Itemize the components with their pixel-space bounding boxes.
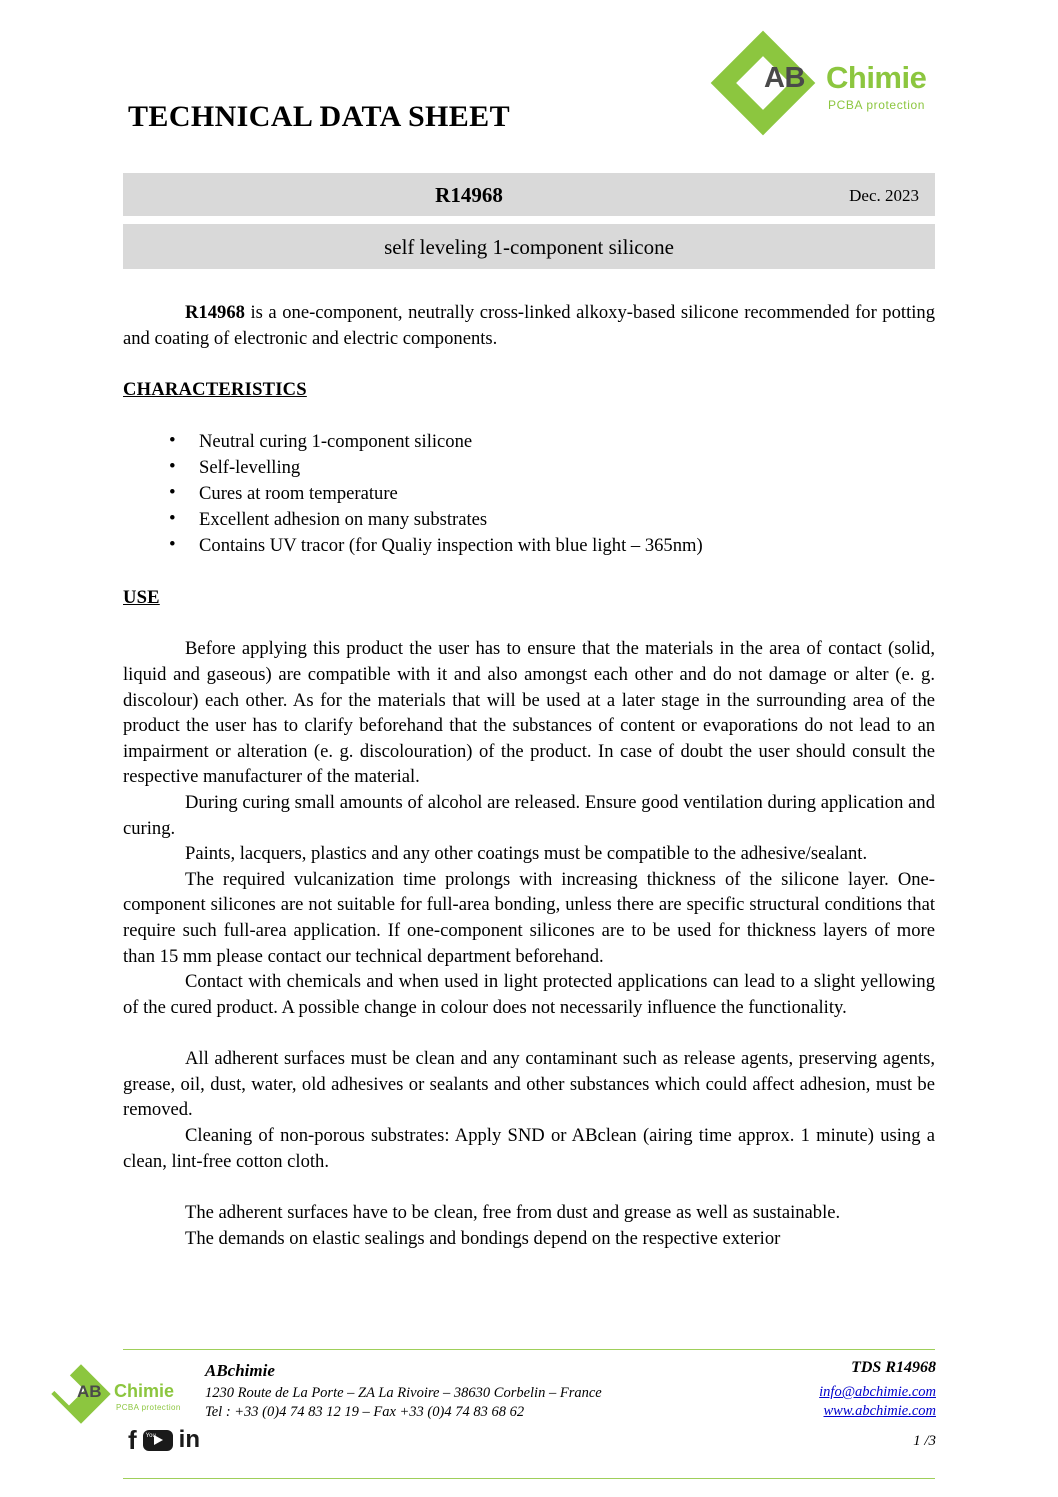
logo-chimie-text: Chimie	[826, 60, 927, 95]
list-item: • Self-levelling	[163, 455, 935, 481]
list-item: • Neutral curing 1-component silicone	[163, 429, 935, 455]
company-logo	[726, 40, 936, 145]
website-link[interactable]: www.abchimie.com	[823, 1403, 936, 1419]
list-item: • Cures at room temperature	[163, 481, 935, 507]
intro-product-name: R14968	[185, 302, 245, 323]
footer-logo-ab-text: AB	[77, 1382, 102, 1401]
footer-company-name: ABchimie	[205, 1361, 275, 1380]
footer-divider	[123, 1349, 935, 1350]
use-heading: USE	[123, 586, 160, 608]
final-paragraph-2: The demands on elastic sealings and bondings depend on the respective exterior	[185, 1227, 781, 1249]
reference-bar	[123, 173, 935, 216]
list-item: • Excellent adhesion on many substrates	[163, 507, 935, 533]
footer-tds-reference: TDS R14968	[851, 1359, 936, 1376]
product-reference: R14968	[435, 183, 503, 207]
footer-address	[205, 1384, 602, 1422]
bottom-divider	[123, 1478, 935, 1479]
characteristics-list	[123, 429, 935, 559]
linkedin-icon[interactable]: in	[178, 1426, 200, 1453]
final-paragraph-1: The adherent surfaces have to be clean, free from dust and grease as well as sustainable.	[185, 1202, 841, 1224]
document-footer	[0, 1355, 1058, 1495]
intro-text: is a one-component, neutrally cross-linked alkoxy-based silicone recommended for potting and coating of electronic and electric components.	[123, 302, 935, 349]
footer-address-line-1: 1230 Route de La Porte – ZA La Rivoire – 38630 Corbelin – France	[205, 1385, 602, 1401]
logo-tagline: PCBA protection	[828, 98, 926, 112]
use-paragraph-5: Contact with chemicals and when used in light protected applications can lead to a slight yellowing of the cured product. A possible change in colour does not necessarily influence the functionality.	[123, 971, 935, 1018]
footer-logo-tagline: PCBA protection	[116, 1403, 181, 1412]
footer-logo-chimie-text: Chimie	[114, 1381, 175, 1401]
social-links[interactable]	[128, 1427, 200, 1453]
footer-contact-links[interactable]	[819, 1383, 936, 1421]
surface-paragraph-2: Cleaning of non-porous substrates: Apply SND or ABclean (airing time approx. 1 minute) using a clean, lint-free cotton cloth.	[123, 1125, 935, 1172]
document-header	[0, 0, 1058, 175]
facebook-icon[interactable]: f	[128, 1425, 137, 1455]
use-paragraph-4: The required vulcanization time prolongs with increasing thickness of the silicone layer. One-component silicones are not suitable for full-area bonding, unless there are specific structural conditions that require such full-area application. If one-component silicones are to be used for thickness layers of more than 15 mm please contact our technical department beforehand.	[123, 868, 935, 967]
page-title: TECHNICAL DATA SHEET	[128, 100, 510, 133]
intro-paragraph	[123, 300, 935, 351]
footer-address-line-2: Tel : +33 (0)4 74 83 12 19 – Fax +33 (0)4 74 83 68 62	[205, 1404, 525, 1420]
use-paragraph-3: Paints, lacquers, plastics and any other coatings must be compatible to the adhesive/sealant.	[185, 843, 868, 865]
product-subtitle: self leveling 1-component silicone	[384, 235, 674, 259]
email-link[interactable]: info@abchimie.com	[819, 1384, 936, 1400]
characteristics-heading: CHARACTERISTICS	[123, 379, 307, 401]
subtitle-bar	[123, 224, 935, 269]
footer-logo	[48, 1365, 198, 1425]
document-date: Dec. 2023	[849, 186, 919, 205]
youtube-icon[interactable]	[143, 1430, 173, 1451]
document-body	[123, 300, 935, 1251]
use-paragraph-2: During curing small amounts of alcohol are released. Ensure good ventilation during application and curing.	[123, 791, 935, 839]
logo-ab-text: AB	[764, 62, 805, 94]
youtube-label: You	[145, 1432, 156, 1439]
page-number: 1 /3	[913, 1433, 936, 1449]
use-paragraph-1: Before applying this product the user has to ensure that the materials in the area of contact (solid, liquid and gaseous) are compatible with it and also amongst each other and do not damage or alter (e. g. discolour) each other. As for the materials that will be used at a later stage in the surrounding area of the product the user has to clarify beforehand that the substances of content or evaporations do not lead to an impairment or alteration (e. g. discolouration) of the product. In case of doubt the user should consult the respective manufacturer of the material.	[123, 638, 935, 788]
list-item: • Contains UV tracor (for Qualiy inspection with blue light – 365nm)	[163, 533, 935, 559]
surface-paragraph-1: All adherent surfaces must be clean and any contaminant such as release agents, preserving agents, grease, oil, dust, water, old adhesives or sealants and other substances which could affect adhesion, must be removed.	[123, 1048, 935, 1121]
